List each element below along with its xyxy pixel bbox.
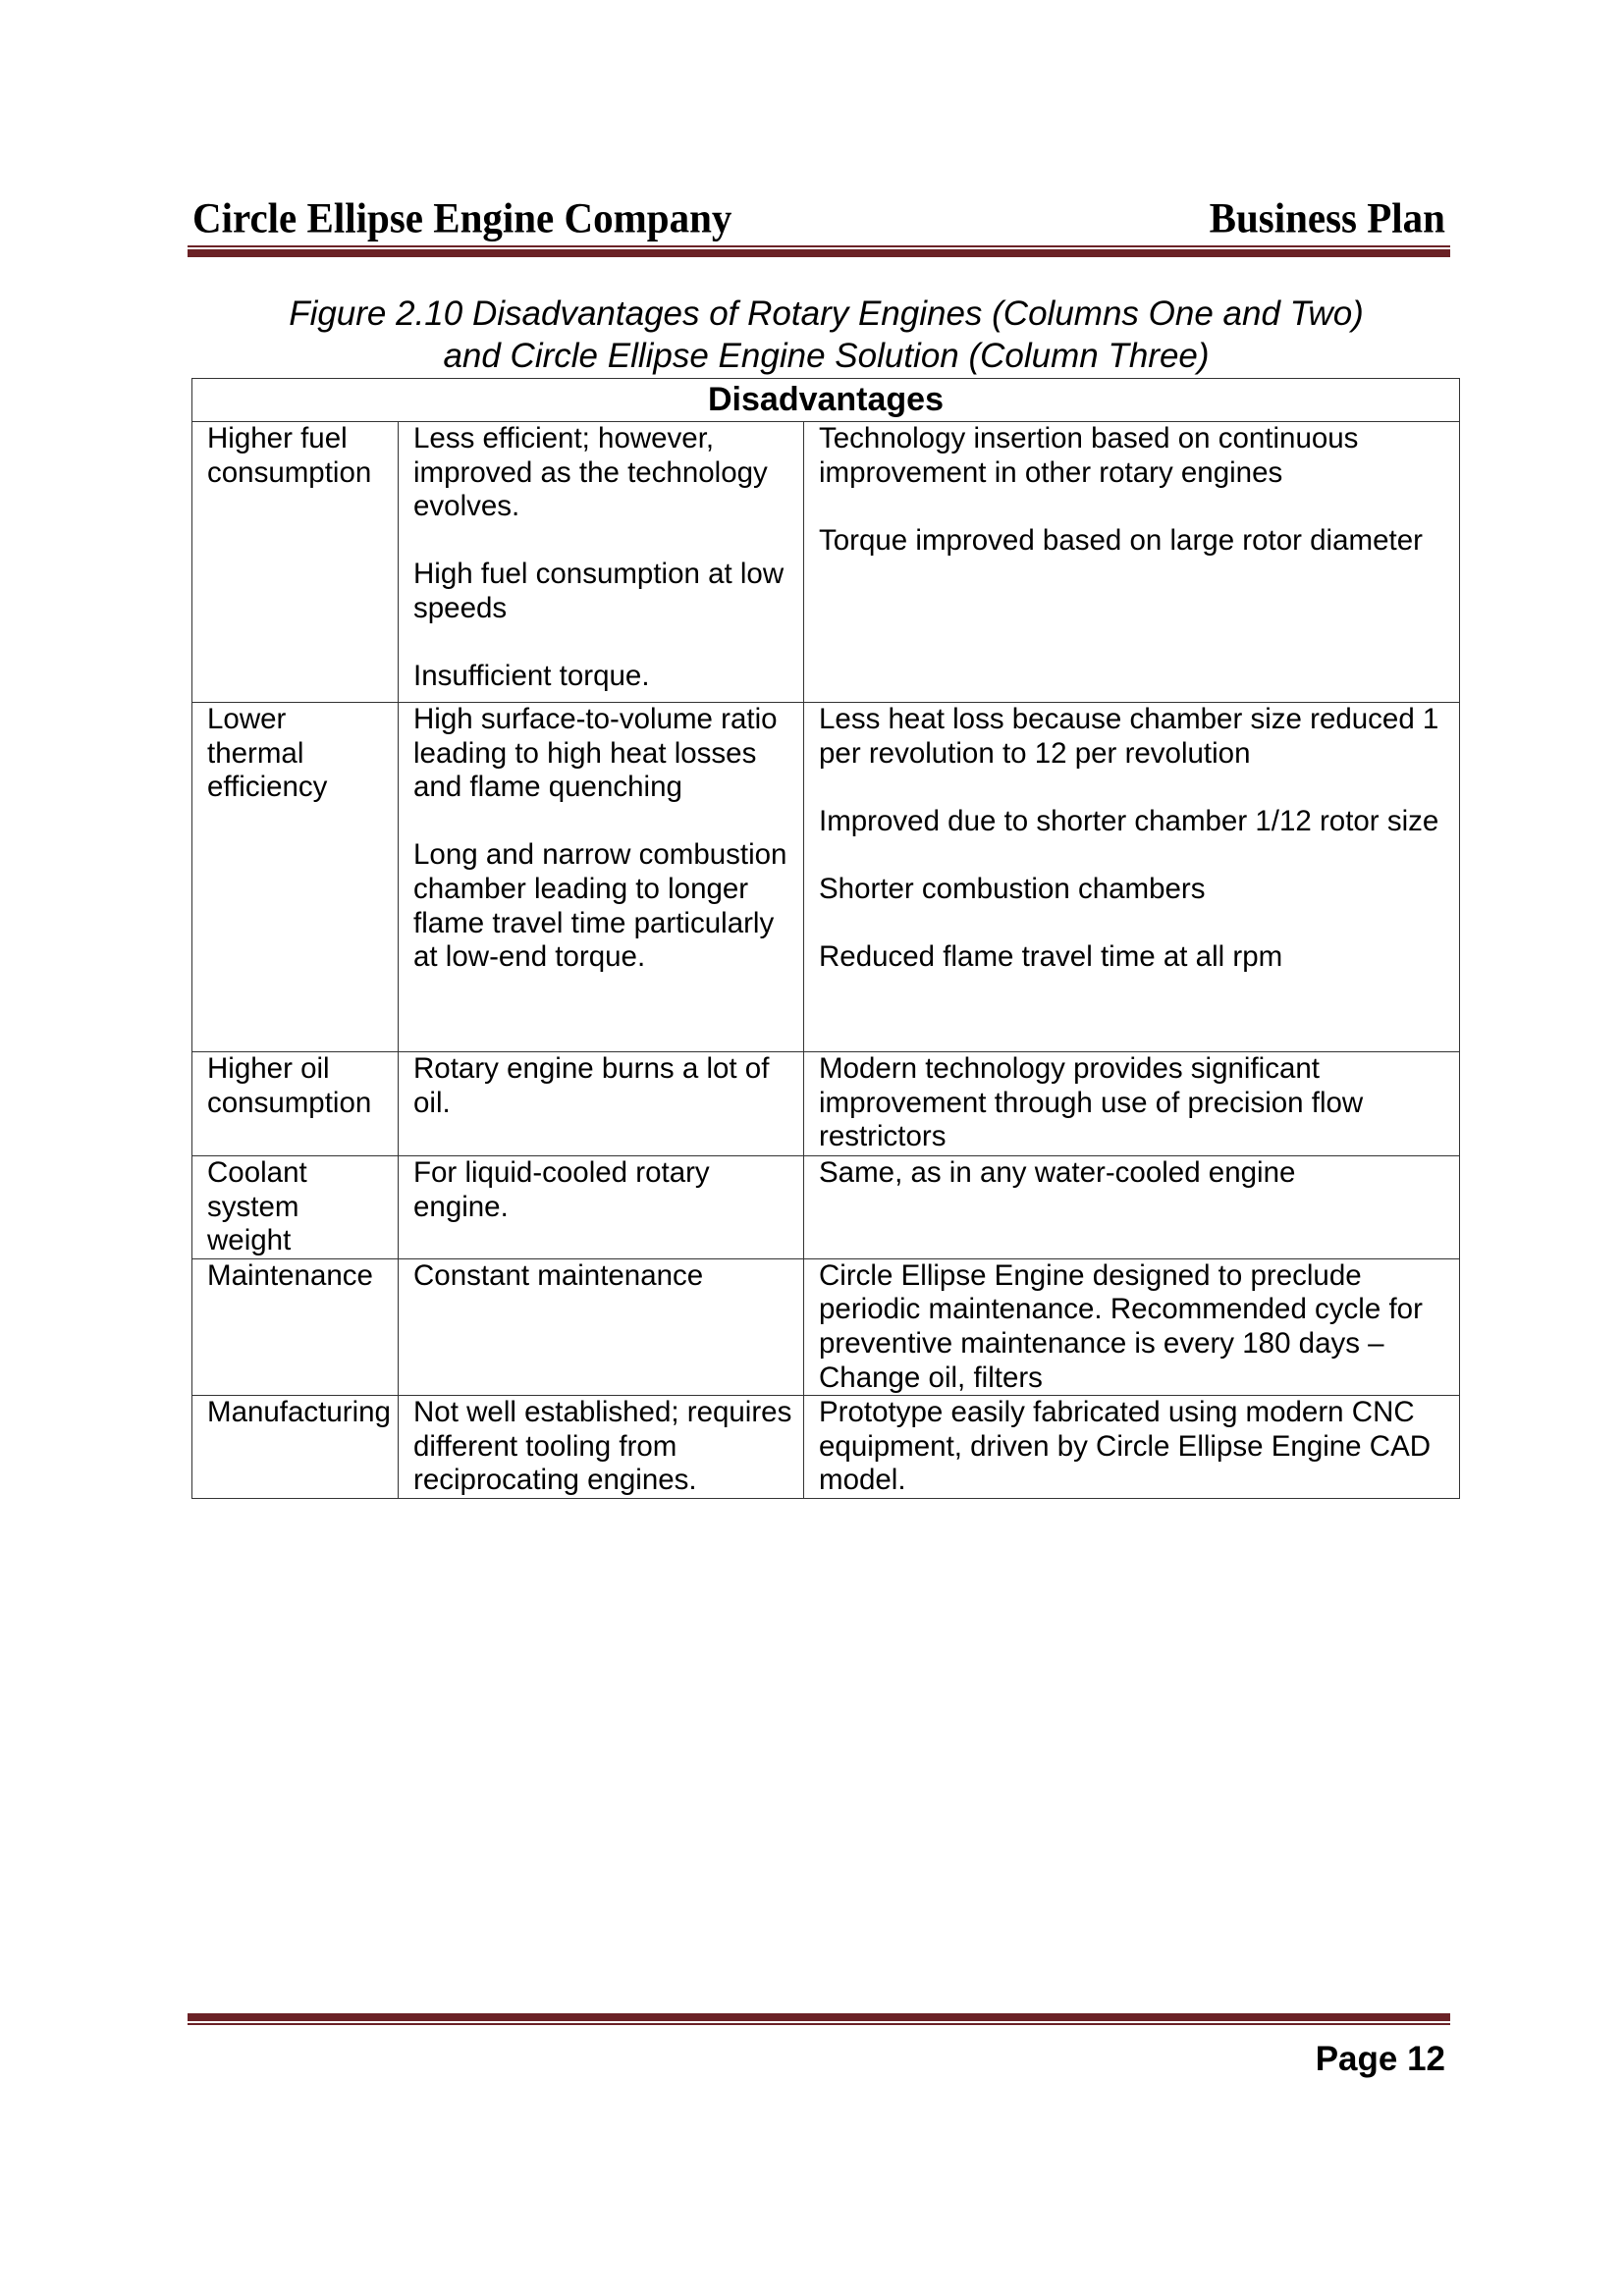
- rotary-point: Rotary engine burns a lot of oil.: [413, 1052, 770, 1119]
- category-cell: Lower thermal efficiency: [192, 703, 399, 1052]
- rotary-disadvantage-cell: [399, 1156, 804, 1259]
- solution-point: Circle Ellipse Engine designed to preclude periodic maintenance. Recommended cycle for preventive maintenance is every 180 days – Change oil, filters: [819, 1258, 1423, 1394]
- company-name: Circle Ellipse Engine Company: [192, 193, 732, 241]
- solution-cell: [804, 1258, 1460, 1395]
- rotary-point: Long and narrow combustion chamber leading to longer flame travel time particularly at low-end torque.: [413, 838, 787, 974]
- rotary-point: Not well established; requires different tooling from reciprocating engines.: [413, 1396, 792, 1497]
- header-rule-thick: [188, 249, 1450, 257]
- rotary-point: High fuel consumption at low speeds: [413, 558, 785, 624]
- table-title-row: [192, 379, 1460, 422]
- rotary-disadvantage-cell: [399, 1052, 804, 1156]
- rotary-disadvantage-cell: [399, 1258, 804, 1395]
- rotary-point: Less efficient; however, improved as the technology evolves.: [413, 422, 768, 523]
- category-cell: Coolant system weight: [192, 1156, 399, 1259]
- rotary-point: For liquid-cooled rotary engine.: [413, 1156, 710, 1223]
- solution-point: Improved due to shorter chamber 1/12 rotor size: [819, 804, 1439, 837]
- rotary-point: Insufficient torque.: [413, 660, 650, 693]
- figure-caption-line-2: and Circle Ellipse Engine Solution (Column Three): [443, 337, 1210, 375]
- solution-point: Technology insertion based on continuous improvement in other rotary engines: [819, 422, 1359, 489]
- document-type: Business Plan: [1209, 193, 1445, 241]
- solution-cell: [804, 1156, 1460, 1259]
- table-row: [192, 1156, 1460, 1259]
- page-number: Page 12: [1315, 2040, 1445, 2078]
- category-cell: Higher oil consumption: [192, 1052, 399, 1156]
- solution-cell: [804, 1052, 1460, 1156]
- solution-point: Same, as in any water-cooled engine: [819, 1156, 1296, 1189]
- solution-point: Torque improved based on large rotor diameter: [819, 523, 1423, 557]
- footer-rule-thin: [188, 2023, 1450, 2025]
- solution-point: Modern technology provides significant improvement through use of precision flow restrictors: [819, 1052, 1364, 1153]
- rotary-disadvantage-cell: [399, 1396, 804, 1499]
- header-rule-thin: [188, 245, 1450, 247]
- figure-caption-line-1: Figure 2.10 Disadvantages of Rotary Engines (Columns One and Two): [289, 294, 1364, 333]
- solution-point: Shorter combustion chambers: [819, 872, 1206, 905]
- rotary-point: Constant maintenance: [413, 1258, 704, 1292]
- solution-point: Reduced flame travel time at all rpm: [819, 940, 1283, 974]
- table-row: [192, 422, 1460, 703]
- table-row: [192, 1052, 1460, 1156]
- solution-cell: [804, 703, 1460, 1052]
- disadvantages-table: [191, 378, 1460, 1499]
- rotary-point: High surface-to-volume ratio leading to high heat losses and flame quenching: [413, 703, 778, 804]
- figure-caption: [192, 293, 1460, 377]
- table-row: [192, 703, 1460, 1052]
- category-cell: Maintenance: [192, 1258, 399, 1395]
- rotary-disadvantage-cell: [399, 422, 804, 703]
- solution-point: Less heat loss because chamber size reduced 1 per revolution to 12 per revolution: [819, 703, 1439, 770]
- table-row: [192, 1396, 1460, 1499]
- table-row: [192, 1258, 1460, 1395]
- rotary-disadvantage-cell: [399, 703, 804, 1052]
- solution-point: Prototype easily fabricated using modern CNC equipment, driven by Circle Ellipse Engine CAD model.: [819, 1396, 1432, 1497]
- solution-cell: [804, 422, 1460, 703]
- category-cell: Higher fuel consumption: [192, 422, 399, 703]
- table-title: Disadvantages: [192, 379, 1460, 422]
- category-cell: Manufacturing: [192, 1396, 399, 1499]
- footer-rule-thick: [188, 2013, 1450, 2021]
- solution-cell: [804, 1396, 1460, 1499]
